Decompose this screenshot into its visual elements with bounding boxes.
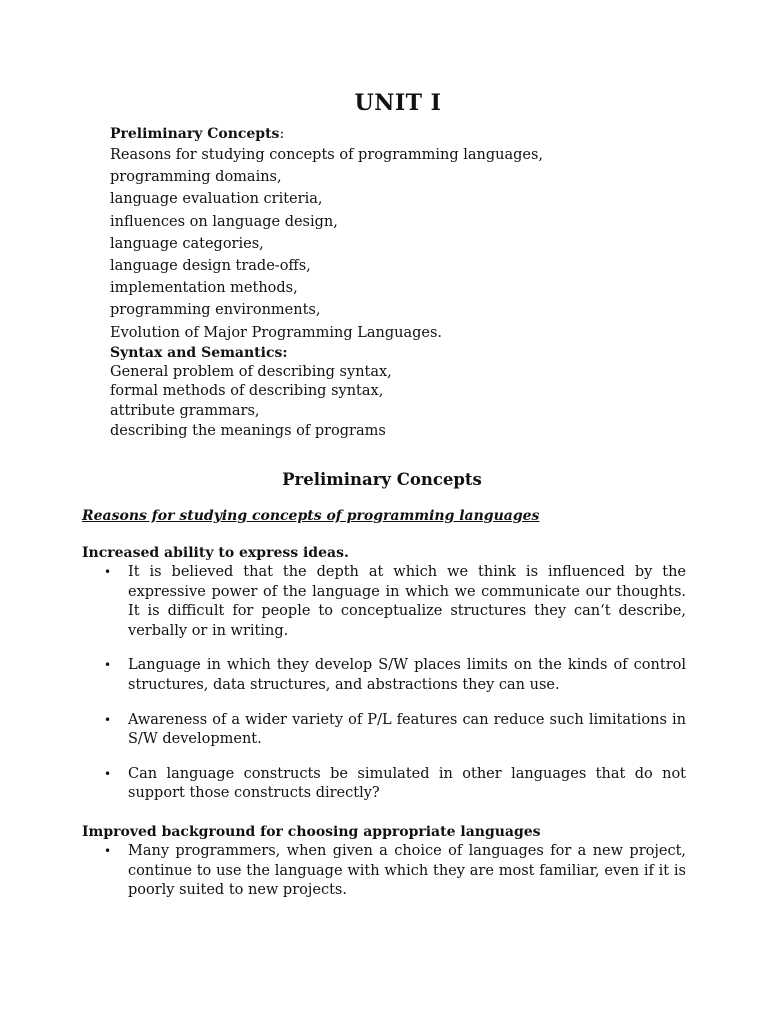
- toc-item: attribute grammars,: [110, 403, 260, 420]
- topic-choosing-languages: [82, 822, 686, 901]
- bullet-text: Language in which they develop S/W places limits on the kinds of control structures, data structures, and abstractions they can use.: [128, 657, 686, 693]
- bullet-item: [82, 656, 686, 695]
- bullet-item: [82, 765, 686, 804]
- toc-item: language design trade-offs,: [110, 257, 311, 274]
- sub-heading: Reasons for studying concepts of programming languages: [82, 508, 540, 524]
- unit-title: UNIT I: [354, 90, 442, 116]
- bullet-icon: •: [104, 766, 112, 781]
- bullet-text: Many programmers, when given a choice of languages for a new project, continue to use the language with which they are most familiar, even if it is poorly suited to new projects.: [128, 843, 686, 899]
- toc-item: language categories,: [110, 235, 264, 252]
- toc-item: programming domains,: [110, 169, 282, 186]
- bullet-item: [82, 563, 686, 641]
- toc-item: implementation methods,: [110, 280, 298, 297]
- toc-item: programming environments,: [110, 302, 321, 319]
- toc-preliminary-list: [110, 144, 710, 344]
- toc-heading-preliminary-colon: :: [279, 126, 285, 142]
- topic-heading: Increased ability to express ideas.: [82, 545, 349, 561]
- bullet-item: [82, 711, 686, 750]
- toc-item: General problem of describing syntax,: [110, 363, 392, 380]
- toc-item: Reasons for studying concepts of programming languages,: [110, 147, 544, 163]
- bullet-item: [82, 842, 686, 901]
- bullet-list: [82, 842, 686, 901]
- toc-item: Evolution of Major Programming Languages.: [110, 324, 443, 341]
- bullet-list: [82, 563, 686, 804]
- toc-item: influences on language design,: [110, 213, 338, 230]
- toc-heading-syntax: Syntax and Semantics:: [110, 344, 288, 361]
- toc-item: language evaluation criteria,: [110, 191, 323, 208]
- topic-heading: Improved background for choosing appropriate languages: [82, 824, 541, 840]
- toc-heading-preliminary-text: Preliminary Concepts: [110, 126, 280, 142]
- bullet-icon: •: [104, 844, 112, 858]
- bullet-icon: •: [104, 565, 112, 579]
- bullet-icon: •: [104, 658, 112, 673]
- table-of-contents: [110, 125, 710, 442]
- bullet-text: It is believed that the depth at which we think is influenced by the expressive power of the language in which we communicate our thoughts. It is difficult for people to conceptualize structures they can‘t describe, verbally or in writing.: [128, 564, 686, 639]
- toc-syntax-list: [110, 363, 710, 442]
- toc-item: describing the meanings of programs: [110, 423, 386, 440]
- bullet-icon: •: [104, 712, 112, 727]
- section-title: Preliminary Concepts: [282, 470, 482, 489]
- bullet-text: Awareness of a wider variety of P/L features can reduce such limitations in S/W development.: [128, 711, 686, 748]
- topic-express-ideas: [82, 543, 686, 804]
- toc-heading-preliminary: [110, 125, 710, 144]
- bullet-text: Can language constructs be simulated in other languages that do not support those constructs directly?: [128, 765, 686, 802]
- toc-item: formal methods of describing syntax,: [110, 383, 384, 400]
